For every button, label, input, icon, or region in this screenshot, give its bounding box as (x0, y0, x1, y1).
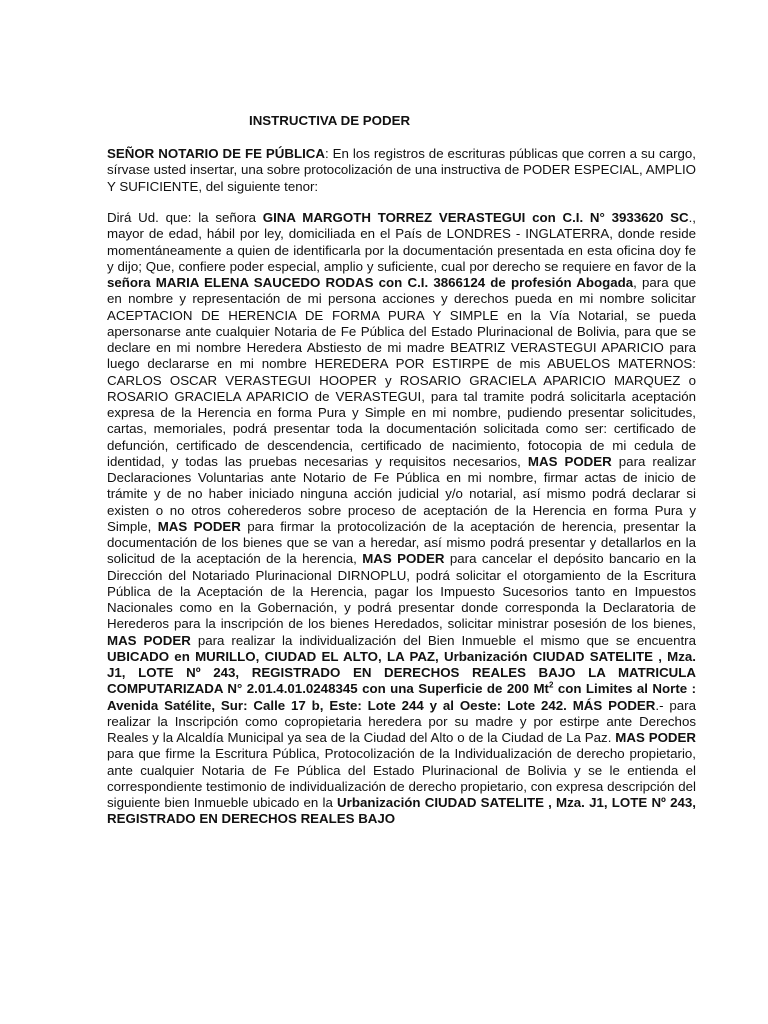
salutation-bold: SEÑOR NOTARIO DE FE PÚBLICA (107, 146, 326, 161)
body-segment-bold: señora MARIA ELENA SAUCEDO RODAS con C.I. 3866124 de profesión Abogada (107, 275, 634, 290)
body-segment-bold: Urbanización CIUDAD SATELITE , Mza. J1, LOTE Nº 243, REGISTRADO EN DERECHOS REALES BAJO (107, 795, 696, 827)
body-segment-bold: con Limites al Norte : Avenida Satélite, Sur: Calle 17 b, Este: Lote 244 y al Oeste: Lote 242. MÁS PODER (107, 681, 696, 713)
salutation-text: : En los registros de escrituras públicas que corren a su cargo, sírvase usted insertar, una sobre protocolización de una instructiva de PODER ESPECIAL, AMPLIO Y SUFICIENTE, del siguiente tenor: (107, 146, 696, 194)
body-segment: .- para realizar la Inscripción como copropietaria heredera por su madre y por estirpe ante Derechos Reales y la Alcaldía Municipal ya sea de la Ciudad del Alto o de la Ciudad de La Paz. (107, 697, 696, 745)
body-segment: ., mayor de edad, hábil por ley, domiciliada en el País de LONDRES - INGLATERRA, donde reside momentáneamente a quien de identificarla por la documentación presentada en esta oficina doy fe y dijo; Que, confiere poder especial, amplio y suficiente, cual por derecho se requiere en favor de la (107, 210, 696, 274)
body-segment: para realizar la individualización del Bien Inmueble el mismo que se encuentra (190, 632, 696, 648)
body-segment: para firmar la protocolización de la aceptación de herencia, presentar la documentación de los bienes que se van a heredar, así mismo podrá presentar y detallarlos en la solicitud de la aceptación de la herencia, (107, 518, 696, 567)
superscript-two: 2 (548, 680, 554, 690)
body-segment: Dirá Ud. que: la señora (107, 210, 263, 225)
body-segment: para cancelar el depósito bancario en la Dirección del Notariado Plurinacional DIRNOPLU, podrá solicitar el otorgamiento de la Escritura Pública de la Aceptación de la Herencia, pagar los Impuesto Sucesorios tanto en Impuestos Nacionales como en la Gobernación, y podrá presentar donde corresponda la Declaratoria de Herederos para la inscripción de los bienes Heredados, solicitar ministrar posesión de los bienes, (107, 551, 696, 632)
body-segment: para que firme la Escritura Pública, Protocolización de la Individualización de derecho propietario, ante cualquier Notaria de Fe Pública del Estado Plurinacional de Bolivia y se le entienda el correspondiente testimonio de individualización de derecho propietario, con expresa descripción del siguiente bien Inmueble ubicado en la (107, 746, 696, 810)
document-title: INSTRUCTIVA DE PODER (249, 113, 411, 128)
body-segment-bold: MAS PODER (157, 518, 241, 534)
body-segment-bold: MAS PODER (527, 453, 612, 469)
body-segment: , para que en nombre y representación de mi persona acciones y derechos pueda en mi nombre solicitar ACEPTACION DE HERENCIA DE FORMA PURA Y SIMPLE en la Vía Notarial, se pueda apersonarse ante cualquier Notaria de Fe Pública del Estado Plurinacional de Bolivia, para que se declare en mi nombre Heredera Abstiesto de mi madre BEATRIZ VERASTEGUI APARICIO para luego declararse en mi nombre HEREDERA POR ESTIRPE de mis ABUELOS MATERNOS: CARLOS OSCAR VERASTEGUI HOOPER y ROSARIO GRACIELA APARICIO MARQUEZ o ROSARIO GRACIELA APARICIO de VERASTEGUI, para tal tramite podrá solicitarla aceptación expresa de la Herencia en forma Pura y Simple en mi nombre, pudiendo presentar solicitudes, cartas, memoriales, podrá presentar toda la documentación solicitada como ser: certificado de defunción, certificado de descendencia, certificado de nacimiento, fotocopia de mi cedula de identidad, y todas las pruebas necesarias y requisitos necesarios, (107, 275, 696, 469)
body-segment-bold: UBICADO en MURILLO, CIUDAD EL ALTO, LA PAZ, Urbanización CIUDAD SATELITE , Mza. J1, LOTE Nº 243, REGISTRADO EN DERECHOS REALES BAJO LA MATRICULA COMPUTARIZADA N° 2.01.4.01.0248345 con una Superficie de 200 Mt (107, 648, 696, 697)
body-segment-bold: MAS PODER (107, 632, 191, 648)
body-segment-bold: GINA MARGOTH TORREZ VERASTEGUI con C.I. N° 3933620 SC (262, 210, 689, 225)
body-segment-bold: MAS PODER (615, 730, 696, 745)
paragraph-salutation (107, 146, 696, 195)
body-segment: para realizar Declaraciones Voluntarias ante Notario de Fe Pública en mi nombre, firmar actas de inicio de trámite y de no haber iniciado ninguna acción judicial y/o notarial, así mismo podrá declarar si existen o no otros coherederos sobre proceso de aceptación de la Herencia en forma Pura y Simple, (107, 453, 697, 534)
paragraph-body (107, 210, 696, 828)
body-segment-bold: MAS PODER (362, 551, 445, 567)
